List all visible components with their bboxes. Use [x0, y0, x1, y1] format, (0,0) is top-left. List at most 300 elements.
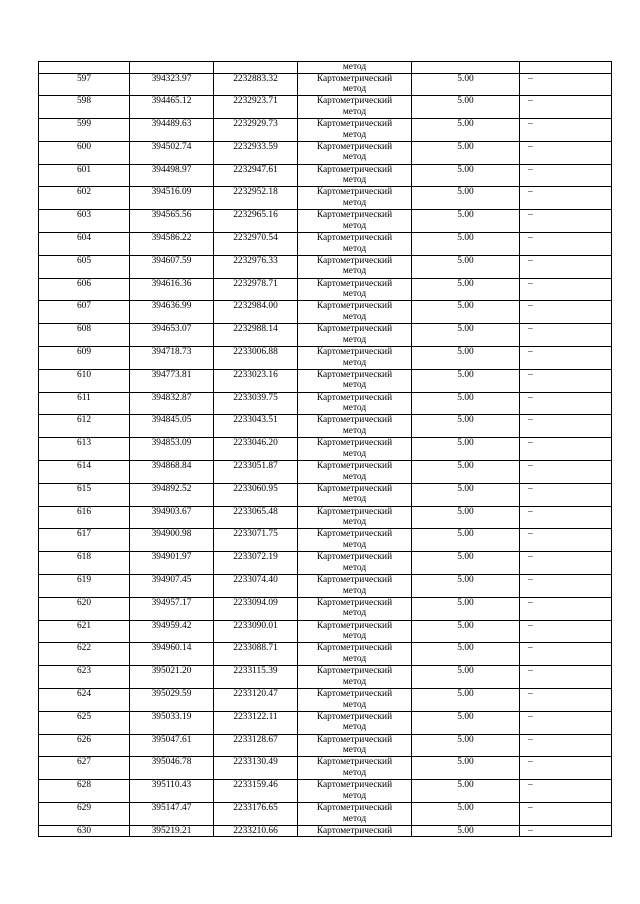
cell-x: 394498.97: [130, 164, 214, 187]
cell-accuracy: 5.00: [412, 552, 520, 575]
method-line-2: метод: [342, 129, 367, 140]
cell-x: 394489.63: [130, 119, 214, 142]
cell-x: 395021.20: [130, 666, 214, 689]
cell-number: 606: [39, 278, 130, 301]
cell-y: 2232929.73: [214, 119, 298, 142]
cell-x: 394868.84: [130, 461, 214, 484]
table-row: [39, 233, 612, 256]
cell-y: 2232984.00: [214, 301, 298, 324]
cell-accuracy: 5.00: [412, 73, 520, 96]
cell-x: 395029.59: [130, 689, 214, 712]
cell-note: –: [520, 255, 612, 278]
table-row: [39, 711, 612, 734]
cell-note: –: [520, 825, 612, 837]
cell-y: 2233039.75: [214, 392, 298, 415]
cell-x: 394903.67: [130, 506, 214, 529]
cell-accuracy: 5.00: [412, 278, 520, 301]
method-line-2: метод: [342, 152, 367, 163]
cell-accuracy: 5.00: [412, 347, 520, 370]
table-row: [39, 369, 612, 392]
cell-accuracy: 5.00: [412, 301, 520, 324]
cell-note: –: [520, 164, 612, 187]
cell-note: –: [520, 552, 612, 575]
cell-accuracy: 5.00: [412, 164, 520, 187]
cell-accuracy: 5.00: [412, 575, 520, 598]
cell-note: –: [520, 757, 612, 780]
method-line-1: Картометрический: [316, 689, 393, 700]
table-row: [39, 347, 612, 370]
method-line-1: Картометрический: [316, 757, 393, 768]
cell-y: 2233210.66: [214, 825, 298, 837]
cell-accuracy: 5.00: [412, 506, 520, 529]
cell-number: 604: [39, 233, 130, 256]
table-row: [39, 620, 612, 643]
cell-x: 395147.47: [130, 803, 214, 826]
cell-y: 2232988.14: [214, 324, 298, 347]
cell-x: 394960.14: [130, 643, 214, 666]
cell-y: 2233094.09: [214, 597, 298, 620]
cell-y: 2232965.16: [214, 210, 298, 233]
table-row: [39, 483, 612, 506]
cell-y: 2233006.88: [214, 347, 298, 370]
cell-y: 2233176.65: [214, 803, 298, 826]
cell-note: –: [520, 803, 612, 826]
method-line-2: метод: [342, 517, 367, 528]
method-line-1: Картометрический: [316, 506, 393, 517]
method-line-2: метод: [342, 311, 367, 322]
cell-note: –: [520, 620, 612, 643]
cell-number: 605: [39, 255, 130, 278]
cell-number: 625: [39, 711, 130, 734]
cell-x: 394957.17: [130, 597, 214, 620]
cell-method: Картометрический: [298, 825, 412, 837]
cell-x: [130, 62, 214, 74]
cell-accuracy: 5.00: [412, 369, 520, 392]
cell-note: –: [520, 301, 612, 324]
table-row: [39, 825, 612, 837]
cell-y: 2232947.61: [214, 164, 298, 187]
method-line-2: метод: [342, 448, 367, 459]
method-line-2: метод: [342, 84, 367, 94]
cell-note: –: [520, 233, 612, 256]
cell-number: 607: [39, 301, 130, 324]
method-line-1: Картометрический: [316, 301, 393, 312]
cell-note: –: [520, 392, 612, 415]
cell-method: [298, 96, 412, 119]
method-line-2: метод: [342, 585, 367, 596]
method-line-1: Картометрический: [316, 392, 393, 403]
cell-y: 2232883.32: [214, 73, 298, 96]
cell-x: 394853.09: [130, 438, 214, 461]
method-line-2: метод: [342, 745, 367, 756]
method-line-2: метод: [342, 539, 367, 550]
cell-y: 2233122.11: [214, 711, 298, 734]
cell-number: 612: [39, 415, 130, 438]
cell-method: [298, 301, 412, 324]
cell-y: 2232970.54: [214, 233, 298, 256]
cell-x: 394607.59: [130, 255, 214, 278]
table-row: [39, 301, 612, 324]
cell-number: 603: [39, 210, 130, 233]
cell-accuracy: 5.00: [412, 597, 520, 620]
cell-y: 2232923.71: [214, 96, 298, 119]
method-line-1: Картометрический: [316, 461, 393, 472]
cell-method: [298, 620, 412, 643]
cell-method: [298, 666, 412, 689]
table-row: [39, 164, 612, 187]
cell-number: 615: [39, 483, 130, 506]
cell-method: [298, 552, 412, 575]
cell-accuracy: 5.00: [412, 141, 520, 164]
cell-method: [298, 689, 412, 712]
cell-number: 629: [39, 803, 130, 826]
cell-accuracy: 5.00: [412, 210, 520, 233]
table-row: [39, 780, 612, 803]
cell-y: 2233120.47: [214, 689, 298, 712]
method-line-2: метод: [342, 220, 367, 231]
cell-accuracy: 5.00: [412, 529, 520, 552]
cell-note: –: [520, 666, 612, 689]
cell-y: 2233060.95: [214, 483, 298, 506]
cell-method: [298, 461, 412, 484]
cell-method: [298, 141, 412, 164]
method-line-1: Картометрический: [316, 666, 393, 677]
cell-note: –: [520, 210, 612, 233]
cell-number: 611: [39, 392, 130, 415]
cell-note: –: [520, 575, 612, 598]
table-row: [39, 187, 612, 210]
cell-method: [298, 392, 412, 415]
method-line-1: Картометрический: [316, 483, 393, 494]
cell-accuracy: 5.00: [412, 96, 520, 119]
cell-accuracy: 5.00: [412, 415, 520, 438]
cell-accuracy: 5.00: [412, 757, 520, 780]
cell-number: 628: [39, 780, 130, 803]
coordinates-table: [38, 61, 612, 837]
cell-number: [39, 62, 130, 74]
cell-number: 622: [39, 643, 130, 666]
cell-number: 626: [39, 734, 130, 757]
method-line-2: метод: [342, 653, 367, 664]
method-line-2: метод: [342, 175, 367, 186]
table-row: [39, 666, 612, 689]
cell-note: –: [520, 119, 612, 142]
cell-method: [298, 324, 412, 347]
cell-x: 394718.73: [130, 347, 214, 370]
cell-method: [298, 757, 412, 780]
method-line-2: метод: [342, 562, 367, 573]
method-line-1: Картометрический: [316, 803, 393, 813]
cell-method: [298, 597, 412, 620]
method-line-1: Картометрический: [316, 187, 393, 198]
method-line-1: Картометрический: [316, 597, 393, 608]
table-row: [39, 392, 612, 415]
cell-note: –: [520, 278, 612, 301]
table-row: [39, 438, 612, 461]
cell-note: –: [520, 529, 612, 552]
cell-x: 394516.09: [130, 187, 214, 210]
cell-x: 394901.97: [130, 552, 214, 575]
table-row: [39, 119, 612, 142]
cell-number: 613: [39, 438, 130, 461]
method-line-2: метод: [342, 380, 367, 391]
cell-method: [298, 780, 412, 803]
method-line-1: Картометрический: [316, 96, 393, 107]
method-line-1: Картометрический: [316, 369, 393, 380]
cell-number: 609: [39, 347, 130, 370]
method-line-2: метод: [342, 699, 367, 710]
cell-y: 2233051.87: [214, 461, 298, 484]
cell-y: 2232978.71: [214, 278, 298, 301]
cell-x: 394465.12: [130, 96, 214, 119]
cell-y: 2232976.33: [214, 255, 298, 278]
cell-x: 394636.99: [130, 301, 214, 324]
cell-x: 394959.42: [130, 620, 214, 643]
cell-y: 2233046.20: [214, 438, 298, 461]
table-row: [39, 575, 612, 598]
cell-note: –: [520, 369, 612, 392]
cell-y: 2233071.75: [214, 529, 298, 552]
cell-note: –: [520, 689, 612, 712]
table-row: [39, 643, 612, 666]
cell-y: [214, 62, 298, 74]
cell-number: 618: [39, 552, 130, 575]
method-line-2: метод: [342, 403, 367, 414]
cell-method: [298, 119, 412, 142]
method-line-1: Картометрический: [316, 324, 393, 335]
cell-x: 395047.61: [130, 734, 214, 757]
cell-number: 600: [39, 141, 130, 164]
cell-x: 394502.74: [130, 141, 214, 164]
method-line-2: метод: [342, 608, 367, 619]
cell-number: 599: [39, 119, 130, 142]
cell-number: 619: [39, 575, 130, 598]
method-line-1: Картометрический: [316, 278, 393, 289]
cell-number: 616: [39, 506, 130, 529]
cell-note: –: [520, 734, 612, 757]
method-line-1: Картометрический: [316, 575, 393, 586]
cell-number: 627: [39, 757, 130, 780]
cell-note: –: [520, 73, 612, 96]
cell-accuracy: 5.00: [412, 392, 520, 415]
cell-accuracy: 5.00: [412, 187, 520, 210]
cell-note: –: [520, 415, 612, 438]
cell-accuracy: 5.00: [412, 711, 520, 734]
cell-x: 394892.52: [130, 483, 214, 506]
cell-note: –: [520, 483, 612, 506]
method-line-1: Картометрический: [316, 119, 393, 130]
cell-number: 608: [39, 324, 130, 347]
cell-accuracy: 5.00: [412, 666, 520, 689]
method-line-2: метод: [342, 243, 367, 254]
cell-method: [298, 529, 412, 552]
method-line-2: метод: [342, 334, 367, 345]
cell-accuracy: 5.00: [412, 119, 520, 142]
cell-note: –: [520, 711, 612, 734]
cell-y: 2233088.71: [214, 643, 298, 666]
method-line-2: метод: [342, 767, 367, 778]
cell-y: 2233023.16: [214, 369, 298, 392]
cell-x: 394845.05: [130, 415, 214, 438]
cell-x: 394832.87: [130, 392, 214, 415]
table-row: [39, 278, 612, 301]
cell-note: –: [520, 141, 612, 164]
cell-number: 621: [39, 620, 130, 643]
cell-method: [298, 187, 412, 210]
table-row: [39, 324, 612, 347]
table-row: [39, 689, 612, 712]
cell-x: 395033.19: [130, 711, 214, 734]
cell-accuracy: [412, 62, 520, 74]
cell-y: 2233074.40: [214, 575, 298, 598]
cell-number: 630: [39, 825, 130, 837]
cell-number: 623: [39, 666, 130, 689]
method-line-2: метод: [342, 813, 367, 824]
cell-y: 2233128.67: [214, 734, 298, 757]
cell-accuracy: 5.00: [412, 734, 520, 757]
cell-method: [298, 643, 412, 666]
cell-method: [298, 483, 412, 506]
cell-method: [298, 73, 412, 96]
method-line-2: метод: [342, 471, 367, 482]
method-line-2: метод: [342, 266, 367, 277]
method-line-1: Картометрический: [316, 233, 393, 244]
method-line-2: метод: [342, 197, 367, 208]
method-line-2: метод: [342, 722, 367, 733]
table-row: [39, 734, 612, 757]
cell-note: –: [520, 187, 612, 210]
cell-method: [298, 415, 412, 438]
cell-y: 2233130.49: [214, 757, 298, 780]
cell-note: [520, 62, 612, 74]
method-line-1: Картометрический: [316, 210, 393, 221]
table-row: [39, 73, 612, 96]
cell-number: 624: [39, 689, 130, 712]
cell-x: 394586.22: [130, 233, 214, 256]
method-line-1: Картометрический: [316, 255, 393, 266]
method-line-1: Картометрический: [316, 734, 393, 745]
method-line-1: Картометрический: [316, 164, 393, 175]
cell-x: 394653.07: [130, 324, 214, 347]
cell-note: –: [520, 643, 612, 666]
cell-number: 610: [39, 369, 130, 392]
cell-accuracy: 5.00: [412, 461, 520, 484]
table-row: [39, 597, 612, 620]
cell-accuracy: 5.00: [412, 233, 520, 256]
table-row: [39, 757, 612, 780]
cell-accuracy: 5.00: [412, 825, 520, 837]
cell-y: 2233072.19: [214, 552, 298, 575]
cell-accuracy: 5.00: [412, 689, 520, 712]
cell-y: 2232952.18: [214, 187, 298, 210]
cell-method: [298, 278, 412, 301]
method-line-1: Картометрический: [316, 620, 393, 631]
method-line-2: метод: [342, 357, 367, 368]
cell-method: [298, 255, 412, 278]
cell-note: –: [520, 461, 612, 484]
cell-accuracy: 5.00: [412, 620, 520, 643]
method-line-1: Картометрический: [316, 643, 393, 654]
cell-method: [298, 164, 412, 187]
cell-x: 394900.98: [130, 529, 214, 552]
cell-number: 617: [39, 529, 130, 552]
cell-method: метод: [298, 62, 412, 74]
method-line-1: Картометрический: [316, 552, 393, 563]
cell-method: [298, 575, 412, 598]
cell-note: –: [520, 324, 612, 347]
table-row: [39, 255, 612, 278]
cell-number: 601: [39, 164, 130, 187]
cell-x: 395046.78: [130, 757, 214, 780]
table-row: [39, 803, 612, 826]
cell-y: 2233090.01: [214, 620, 298, 643]
method-line-2: метод: [342, 106, 367, 117]
cell-number: 614: [39, 461, 130, 484]
cell-method: [298, 803, 412, 826]
method-line-1: Картометрический: [316, 347, 393, 358]
cell-note: –: [520, 438, 612, 461]
cell-x: 394907.45: [130, 575, 214, 598]
table-row: [39, 141, 612, 164]
method-line-2: метод: [342, 631, 367, 642]
table-row: [39, 210, 612, 233]
cell-method: [298, 438, 412, 461]
method-line-2: метод: [342, 425, 367, 436]
cell-accuracy: 5.00: [412, 438, 520, 461]
cell-note: –: [520, 506, 612, 529]
cell-x: 395110.43: [130, 780, 214, 803]
coordinates-table-body: [39, 62, 612, 837]
table-row: [39, 529, 612, 552]
method-line-1: Картометрический: [316, 780, 393, 791]
method-line-1: Картометрический: [316, 529, 393, 540]
method-line-1: Картометрический: [316, 73, 393, 84]
cell-x: 394323.97: [130, 73, 214, 96]
cell-x: 394773.81: [130, 369, 214, 392]
cell-number: 598: [39, 96, 130, 119]
table-row: [39, 415, 612, 438]
cell-method: [298, 506, 412, 529]
cell-y: 2233159.46: [214, 780, 298, 803]
cell-number: 597: [39, 73, 130, 96]
cell-method: [298, 210, 412, 233]
cell-y: 2233043.51: [214, 415, 298, 438]
table-row: [39, 552, 612, 575]
table-row: [39, 461, 612, 484]
cell-number: 620: [39, 597, 130, 620]
cell-method: [298, 711, 412, 734]
cell-accuracy: 5.00: [412, 803, 520, 826]
cell-accuracy: 5.00: [412, 780, 520, 803]
table-row: [39, 96, 612, 119]
table-row: [39, 506, 612, 529]
cell-x: 395219.21: [130, 825, 214, 837]
cell-y: 2233115.39: [214, 666, 298, 689]
cell-accuracy: 5.00: [412, 324, 520, 347]
method-line-2: метод: [342, 289, 367, 300]
cell-x: 394565.56: [130, 210, 214, 233]
method-line-1: Картометрический: [316, 415, 393, 426]
method-line-1: Картометрический: [316, 438, 393, 449]
cell-accuracy: 5.00: [412, 483, 520, 506]
method-line-1: Картометрический: [316, 141, 393, 152]
cell-accuracy: 5.00: [412, 643, 520, 666]
cell-accuracy: 5.00: [412, 255, 520, 278]
method-line-2: метод: [342, 494, 367, 505]
cell-method: [298, 233, 412, 256]
cell-method: [298, 734, 412, 757]
cell-number: 602: [39, 187, 130, 210]
